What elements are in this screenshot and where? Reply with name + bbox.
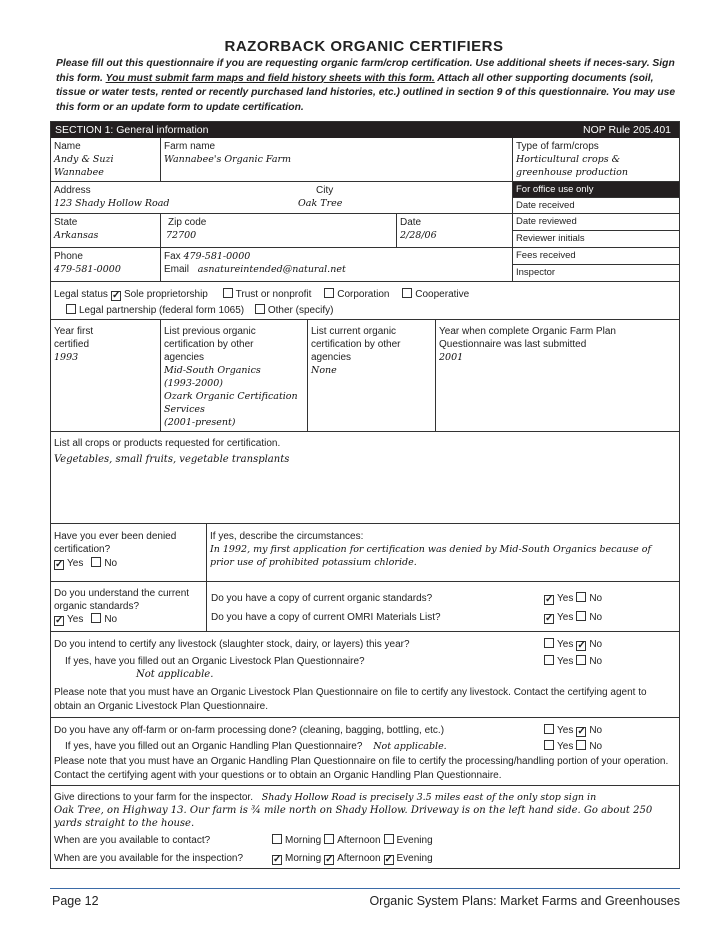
footer-title: Organic System Plans: Market Farms and Greenhouses [369,894,680,908]
office-fees: Fees received [513,248,679,265]
type-cell[interactable]: Type of farm/crops Horticultural crops & greenhouse production [516,141,629,178]
row-standards: Do you understand the current organic standards? ✓ Yes No Do you have a copy of current organic standards? ✓ Yes No Do you have a copy of current OMRI Materials List? ✓ Yes No [51,582,679,632]
office-header: For office use only [513,182,679,198]
checkbox-denied-no[interactable] [91,557,101,567]
row-crops[interactable]: List all crops or products requested for certification. Vegetables, small fruits, vegetable transplants [51,432,679,524]
current-cell[interactable]: List current organic certification by other agencies None [308,320,436,431]
checkbox-denied-yes[interactable]: ✓ [55,559,64,570]
intro-text: Please fill out this questionnaire if you are requesting organic farm/crop certification. Use additional sheets if neces-sary. Sign this form. You must submit farm maps and field history sheets with this form. Attach all other supporting documents (soil, tissue or water tests, rented or recently purchased land histories, etc.) outlined in section 9 of this questionnaire. You may use this form or an update form to update certification. [56,58,676,113]
checkbox-corp[interactable] [324,288,334,298]
checkbox-livestock-plan-no[interactable] [576,655,586,665]
processing-note: Please note that you must have an Organic Handling Plan Questionnaire on file to certify the processing/handling portion of your operation. Contact the certifying agent with your questions or to obtain an Organic Handling Plan Questionnaire. [54,756,669,781]
page-title: RAZORBACK ORGANIC CERTIFIERS [224,38,504,55]
address-cell[interactable]: Address 123 Shady Hollow Road [54,185,170,209]
row-processing: Do you have any off-farm or on-farm processing done? (cleaning, bagging, bottling, etc.) Yes ✓ No If yes, have you filled out an Organic Handling Plan Questionnaire? Not applicable. Yes No Please note that you must have an Organic Handling Plan Questionnaire on file to certify the processing/handling portion of your operation. Contact the certifying agent with your questions or to obtain an Organic Handling Plan Questionnaire. [51,718,679,786]
office-reviewer: Reviewer initials [513,231,679,248]
office-date-reviewed: Date reviewed [513,214,679,231]
checkbox-contact-morning[interactable] [272,834,282,844]
footer [50,888,680,908]
checkbox-sole[interactable]: ✓ [111,290,121,301]
office-column [513,182,679,282]
checkbox-livestock-plan-yes[interactable] [544,655,554,665]
checkbox-understand-yes[interactable]: ✓ [55,615,64,626]
checkbox-omri-yes[interactable]: ✓ [545,613,554,624]
fax-email-cell[interactable]: Fax 479-581-0000 Email asnatureintended@natural.net [161,248,513,281]
checkbox-copy-standards-yes[interactable]: ✓ [545,594,554,605]
checkbox-inspect-afternoon[interactable]: ✓ [325,854,334,865]
checkbox-livestock-no[interactable]: ✓ [577,640,586,651]
checkbox-livestock-yes[interactable] [544,638,554,648]
checkbox-coop[interactable] [402,288,412,298]
plan-cell[interactable]: Year when complete Organic Farm Plan Questionnaire was last submitted 2001 [439,326,616,363]
farm-cell[interactable]: Farm name Wannabee's Organic Farm [161,138,513,181]
zip-cell[interactable]: Zip code 72700 [161,214,397,247]
city-cell[interactable]: City Oak Tree [309,182,513,213]
office-inspector: Inspector [516,267,556,278]
phone-cell[interactable]: Phone 479-581-0000 [51,248,161,281]
checkbox-omri-no[interactable] [576,611,586,621]
checkbox-handling-plan-no[interactable] [576,740,586,750]
checkbox-other[interactable] [255,304,265,314]
yearfirst-cell[interactable]: Year first certified 1993 [51,320,161,431]
row-directions: Give directions to your farm for the inspector. Shady Hollow Road is precisely 3.5 miles east of the only stop sign in Oak Tree, on Highway 13. Our farm is ¾ mile north on Shady Hollow. Driveway is on the left hand side. Go about 250 yards straight to the house. When are you available to contact? Morning Afternoon Evening When are you available for the inspection? ✓ Morning ✓ Afternoon ✓ Evening [54,792,653,865]
checkbox-inspect-evening[interactable]: ✓ [384,854,393,865]
state-cell[interactable]: State Arkansas [51,214,161,247]
date-cell[interactable]: Date 2/28/06 [397,214,513,247]
row-denied [51,524,679,582]
office-date-received: Date received [513,198,679,214]
form [50,121,680,869]
denied-desc-cell[interactable]: If yes, describe the circumstances: In 1992, my first application for certification was denied by Mid-South Organics because of prior use of prohibited potassium chloride. [210,531,651,568]
checkbox-handling-plan-yes[interactable] [544,740,554,750]
checkbox-partner[interactable] [66,304,76,314]
standards-cell: Do you understand the current organic standards? ✓ Yes No [51,582,207,631]
row-cert-history [51,320,679,432]
name-cell[interactable]: Name Andy & Suzi Wannabee [51,138,161,181]
section-header: SECTION 1: General information NOP Rule 205.401 [51,122,679,138]
prev-cell[interactable]: List previous organic certification by other agencies Mid-South Organics (1993-2000) Ozark Organic Certification Services (2001-present) [161,320,308,431]
checkbox-copy-standards-no[interactable] [576,592,586,602]
denied-cell: Have you ever been denied certification? ✓ Yes No [51,524,207,581]
checkbox-processing-no[interactable]: ✓ [577,726,586,737]
row-legal: Legal status ✓ Sole proprietorship Trust or nonprofit Corporation Cooperative Legal partnership (federal form 1065) Other (specify) [51,282,679,320]
checkbox-processing-yes[interactable] [544,724,554,734]
row-name [51,138,679,182]
checkbox-contact-afternoon[interactable] [324,834,334,844]
checkbox-understand-no[interactable] [91,613,101,623]
checkbox-inspect-morning[interactable]: ✓ [273,854,282,865]
livestock-note: Please note that you must have an Organic Livestock Plan Questionnaire on file to certify any livestock. Contact the certifying agent to obtain an Organic Livestock Plan Questionnaire. [54,687,647,712]
checkbox-trust[interactable] [223,288,233,298]
page-number: Page 12 [52,894,99,908]
checkbox-contact-evening[interactable] [384,834,394,844]
row-livestock: Do you intend to certify any livestock (slaughter stock, dairy, or layers) this year? Yes ✓ No If yes, have you filled out an Organic Livestock Plan Questionnaire? Yes No Not applicable. Please note that you must have an Organic Livestock Plan Questionnaire on file to certify any livestock. Contact the certifying agent to obtain an Organic Livestock Plan Questionnaire. [51,632,679,718]
